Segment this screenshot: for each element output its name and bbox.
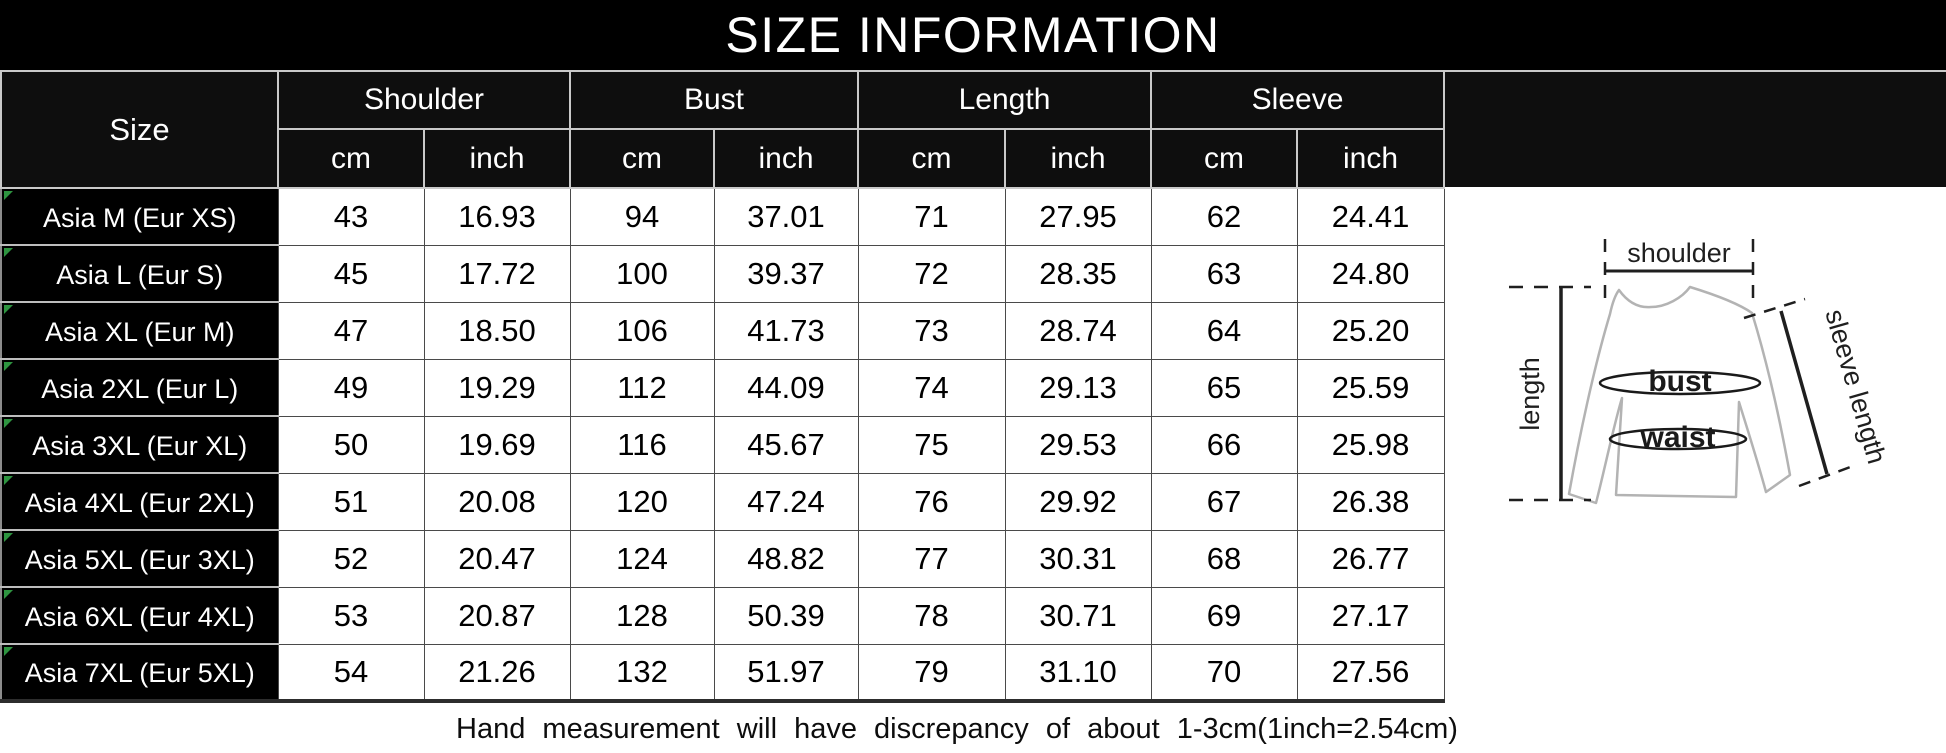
cell-bust-cm: 128 bbox=[570, 587, 714, 644]
column-group-shoulder: Shoulder bbox=[278, 71, 570, 129]
note-corner-icon bbox=[4, 305, 13, 314]
unit-header-shoulder-inch: inch bbox=[424, 129, 570, 188]
cell-bust-cm: 132 bbox=[570, 644, 714, 701]
cell-shoulder-cm: 47 bbox=[278, 302, 424, 359]
size-label: Asia L (Eur S) bbox=[56, 259, 224, 290]
size-label: Asia 6XL (Eur 4XL) bbox=[24, 601, 255, 632]
cell-length-cm: 73 bbox=[858, 302, 1005, 359]
size-label: Asia 7XL (Eur 5XL) bbox=[24, 658, 255, 688]
cell-shoulder-inch: 20.47 bbox=[424, 530, 570, 587]
table-group-header-row bbox=[1, 71, 1444, 129]
cell-sleeve-cm: 62 bbox=[1151, 188, 1297, 245]
column-group-bust: Bust bbox=[570, 71, 858, 129]
cell-shoulder-inch: 21.26 bbox=[424, 644, 570, 701]
bust-label: bust bbox=[1648, 365, 1712, 398]
sleeve-length-label: sleeve length bbox=[1819, 305, 1893, 468]
cell-length-cm: 71 bbox=[858, 188, 1005, 245]
cell-length-inch: 31.10 bbox=[1005, 644, 1151, 701]
table-row bbox=[1, 359, 1444, 416]
unit-header-shoulder-cm: cm bbox=[278, 129, 424, 188]
note-corner-icon bbox=[4, 476, 13, 485]
cell-length-inch: 29.13 bbox=[1005, 359, 1151, 416]
cell-bust-cm: 100 bbox=[570, 245, 714, 302]
unit-header-length-cm: cm bbox=[858, 129, 1005, 188]
cell-bust-inch: 37.01 bbox=[714, 188, 858, 245]
cell-bust-inch: 51.97 bbox=[714, 644, 858, 701]
size-label: Asia 3XL (Eur XL) bbox=[32, 430, 248, 461]
table-row bbox=[1, 416, 1444, 473]
cell-sleeve-inch: 24.80 bbox=[1297, 245, 1444, 302]
size-label: Asia 5XL (Eur 3XL) bbox=[24, 544, 255, 575]
size-label: Asia XL (Eur M) bbox=[44, 316, 235, 347]
cell-shoulder-inch: 16.93 bbox=[424, 188, 570, 245]
unit-header-bust-cm: cm bbox=[570, 129, 714, 188]
size-cell bbox=[1, 302, 278, 359]
sleeve-measure-line bbox=[1781, 311, 1827, 474]
size-cell bbox=[1, 644, 278, 701]
cell-bust-inch: 48.82 bbox=[714, 530, 858, 587]
size-cell bbox=[1, 587, 278, 644]
table-row bbox=[1, 587, 1444, 644]
header-filler-panel bbox=[1443, 70, 1946, 187]
cell-length-inch: 28.35 bbox=[1005, 245, 1151, 302]
cell-sleeve-inch: 25.59 bbox=[1297, 359, 1444, 416]
note-corner-icon bbox=[4, 248, 13, 257]
cell-length-inch: 29.92 bbox=[1005, 473, 1151, 530]
cell-bust-inch: 41.73 bbox=[714, 302, 858, 359]
size-cell bbox=[1, 359, 278, 416]
cell-shoulder-cm: 54 bbox=[278, 644, 424, 701]
cell-bust-inch: 45.67 bbox=[714, 416, 858, 473]
sleeve-dash-top bbox=[1744, 299, 1805, 318]
cell-sleeve-cm: 69 bbox=[1151, 587, 1297, 644]
column-header-size: Size bbox=[1, 71, 278, 188]
cell-bust-inch: 50.39 bbox=[714, 587, 858, 644]
unit-header-length-inch: inch bbox=[1005, 129, 1151, 188]
cell-sleeve-cm: 65 bbox=[1151, 359, 1297, 416]
size-table bbox=[0, 70, 1445, 703]
note-corner-icon bbox=[4, 191, 13, 200]
cell-sleeve-inch: 26.77 bbox=[1297, 530, 1444, 587]
cell-shoulder-cm: 52 bbox=[278, 530, 424, 587]
cell-bust-inch: 44.09 bbox=[714, 359, 858, 416]
cell-length-inch: 27.95 bbox=[1005, 188, 1151, 245]
cell-sleeve-inch: 26.38 bbox=[1297, 473, 1444, 530]
cell-bust-cm: 112 bbox=[570, 359, 714, 416]
note-corner-icon bbox=[4, 362, 13, 371]
note-corner-icon bbox=[4, 419, 13, 428]
size-cell bbox=[1, 473, 278, 530]
shirt-measurement-diagram bbox=[1443, 187, 1946, 627]
cell-sleeve-inch: 27.56 bbox=[1297, 644, 1444, 701]
table-row bbox=[1, 644, 1444, 701]
size-cell bbox=[1, 530, 278, 587]
size-cell bbox=[1, 245, 278, 302]
cell-shoulder-cm: 45 bbox=[278, 245, 424, 302]
size-cell bbox=[1, 188, 278, 245]
cell-shoulder-cm: 43 bbox=[278, 188, 424, 245]
cell-bust-cm: 106 bbox=[570, 302, 714, 359]
table-row bbox=[1, 473, 1444, 530]
note-corner-icon bbox=[4, 647, 13, 656]
cell-sleeve-cm: 68 bbox=[1151, 530, 1297, 587]
cell-shoulder-cm: 51 bbox=[278, 473, 424, 530]
cell-sleeve-inch: 25.98 bbox=[1297, 416, 1444, 473]
cell-shoulder-inch: 17.72 bbox=[424, 245, 570, 302]
cell-shoulder-cm: 49 bbox=[278, 359, 424, 416]
size-cell bbox=[1, 416, 278, 473]
column-group-length: Length bbox=[858, 71, 1151, 129]
cell-sleeve-inch: 25.20 bbox=[1297, 302, 1444, 359]
shoulder-label: shoulder bbox=[1627, 238, 1731, 268]
column-group-sleeve: Sleeve bbox=[1151, 71, 1444, 129]
cell-bust-cm: 116 bbox=[570, 416, 714, 473]
table-row bbox=[1, 188, 1444, 245]
note-corner-icon bbox=[4, 590, 13, 599]
length-label: length bbox=[1515, 357, 1545, 431]
cell-bust-inch: 47.24 bbox=[714, 473, 858, 530]
cell-shoulder-cm: 50 bbox=[278, 416, 424, 473]
table-row bbox=[1, 530, 1444, 587]
cell-length-cm: 79 bbox=[858, 644, 1005, 701]
measurement-disclaimer: Hand measurement will have discrepancy of about 1-3cm(1inch=2.54cm) bbox=[456, 713, 1458, 745]
cell-length-cm: 76 bbox=[858, 473, 1005, 530]
cell-shoulder-cm: 53 bbox=[278, 587, 424, 644]
waist-label: waist bbox=[1640, 421, 1716, 454]
cell-sleeve-inch: 24.41 bbox=[1297, 188, 1444, 245]
cell-shoulder-inch: 20.87 bbox=[424, 587, 570, 644]
cell-length-cm: 74 bbox=[858, 359, 1005, 416]
table-row bbox=[1, 302, 1444, 359]
cell-length-cm: 72 bbox=[858, 245, 1005, 302]
cell-length-cm: 75 bbox=[858, 416, 1005, 473]
cell-sleeve-cm: 67 bbox=[1151, 473, 1297, 530]
cell-sleeve-cm: 63 bbox=[1151, 245, 1297, 302]
cell-bust-cm: 120 bbox=[570, 473, 714, 530]
unit-header-sleeve-cm: cm bbox=[1151, 129, 1297, 188]
cell-length-cm: 78 bbox=[858, 587, 1005, 644]
cell-shoulder-inch: 20.08 bbox=[424, 473, 570, 530]
cell-shoulder-inch: 19.69 bbox=[424, 416, 570, 473]
cell-length-cm: 77 bbox=[858, 530, 1005, 587]
page-title: SIZE INFORMATION bbox=[0, 0, 1946, 70]
cell-bust-cm: 124 bbox=[570, 530, 714, 587]
unit-header-sleeve-inch: inch bbox=[1297, 129, 1444, 188]
size-label: Asia M (Eur XS) bbox=[42, 202, 237, 233]
cell-sleeve-cm: 64 bbox=[1151, 302, 1297, 359]
cell-bust-cm: 94 bbox=[570, 188, 714, 245]
cell-length-inch: 30.31 bbox=[1005, 530, 1151, 587]
cell-length-inch: 28.74 bbox=[1005, 302, 1151, 359]
table-row bbox=[1, 245, 1444, 302]
cell-bust-inch: 39.37 bbox=[714, 245, 858, 302]
unit-header-bust-inch: inch bbox=[714, 129, 858, 188]
cell-sleeve-inch: 27.17 bbox=[1297, 587, 1444, 644]
cell-length-inch: 29.53 bbox=[1005, 416, 1151, 473]
size-label: Asia 4XL (Eur 2XL) bbox=[24, 487, 255, 518]
cell-shoulder-inch: 18.50 bbox=[424, 302, 570, 359]
size-label: Asia 2XL (Eur L) bbox=[41, 373, 239, 404]
cell-length-inch: 30.71 bbox=[1005, 587, 1151, 644]
cell-sleeve-cm: 70 bbox=[1151, 644, 1297, 701]
cell-shoulder-inch: 19.29 bbox=[424, 359, 570, 416]
cell-sleeve-cm: 66 bbox=[1151, 416, 1297, 473]
note-corner-icon bbox=[4, 533, 13, 542]
